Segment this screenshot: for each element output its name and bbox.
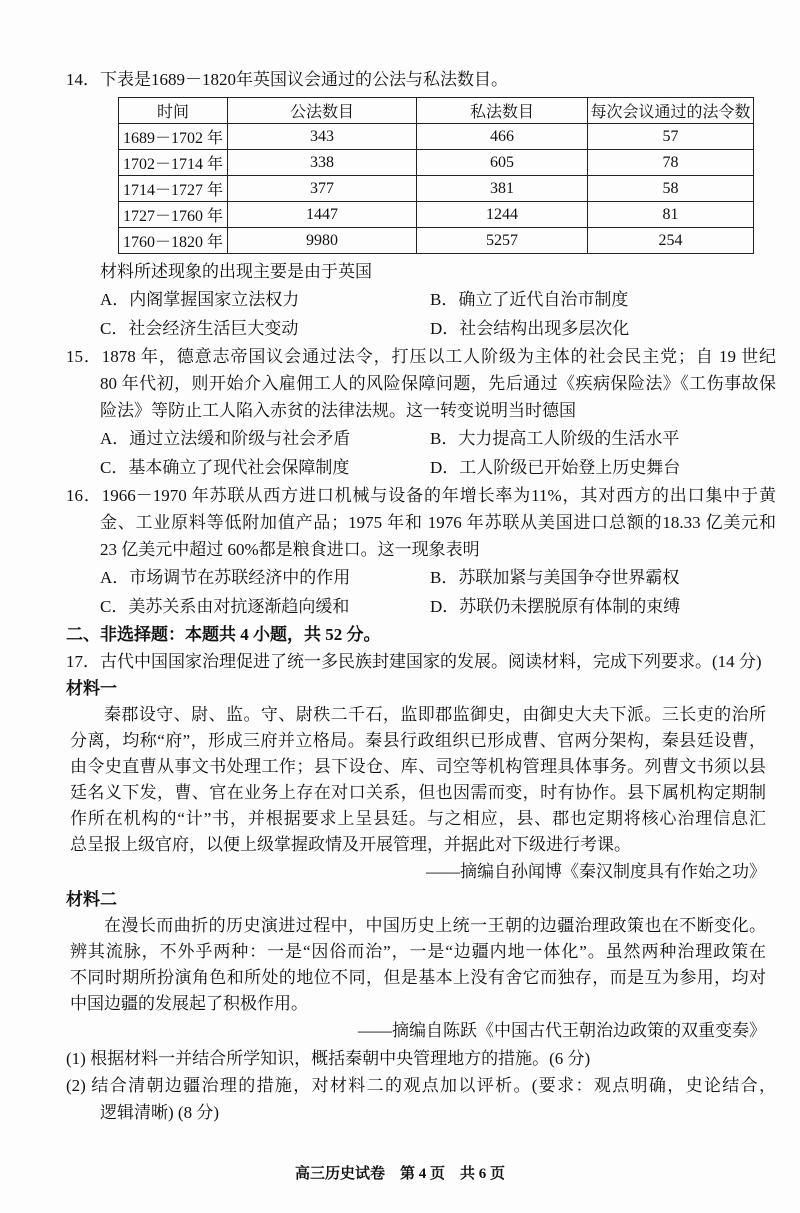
table-cell: 1760－1820 年 bbox=[119, 228, 228, 254]
table-cell: 338 bbox=[228, 150, 417, 176]
q14-question: 材料所述现象的出现主要是由于英国 bbox=[100, 262, 372, 281]
table-cell: 377 bbox=[228, 176, 417, 202]
table-cell: 466 bbox=[417, 124, 588, 150]
table-cell: 9980 bbox=[228, 228, 417, 254]
table-row bbox=[119, 176, 754, 202]
table-cell: 1447 bbox=[228, 202, 417, 228]
table-header: 时间 bbox=[119, 98, 228, 124]
table-cell: 57 bbox=[588, 124, 754, 150]
q14-option-a: A．内阁掌握国家立法权力 bbox=[100, 290, 300, 309]
material2-line: 辨其流脉，不外乎两种：一是“因俗而治”，一是“边疆内地一体化”。虽然两种治理政策在 bbox=[70, 942, 766, 961]
table-row bbox=[119, 124, 754, 150]
table-row bbox=[119, 202, 754, 228]
q14-table bbox=[118, 97, 754, 254]
q17-stem: 17．古代中国国家治理促进了统一多民族封建国家的发展。阅读材料，完成下列要求。(14 分) bbox=[66, 652, 762, 671]
material1-line: 廷名义下发，曹、官在业务上存在对口关系，但也因需而变，时有协作。县下属机构定期制 bbox=[70, 783, 766, 802]
table-row bbox=[119, 150, 754, 176]
q14-options bbox=[66, 285, 776, 343]
q15-option-b: B．大力提高工人阶级的生活水平 bbox=[430, 429, 680, 448]
material1-source: ——摘编自孙闻博《秦汉制度具有作始之功》 bbox=[426, 862, 766, 881]
q16-option-c: C．美苏关系由对抗逐渐趋向缓和 bbox=[100, 597, 350, 616]
table-cell: 81 bbox=[588, 202, 754, 228]
material1-line: 秦郡设守、尉、监。守、尉秩二千石，监即郡监御史，由御史大夫下派。三长吏的治所 bbox=[104, 705, 766, 724]
material1-line: 总呈报上级官府，以便上级掌握政情及开展管理，并据此对下级进行考课。 bbox=[70, 835, 631, 854]
q15-option-c: C．基本确立了现代社会保障制度 bbox=[100, 458, 350, 477]
table-cell: 1702－1714 年 bbox=[119, 150, 228, 176]
material2-line: 不同时期所扮演角色和所处的地位不同，但是基本上没有舍它而独存，而是互为参用，均对 bbox=[70, 968, 766, 987]
q14-option-c: C．社会经济生活巨大变动 bbox=[100, 319, 299, 338]
q15-line: 险法》等防止工人陷入赤贫的法律法规。这一转变说明当时德国 bbox=[100, 401, 576, 420]
q14-option-b: B．确立了近代自治市制度 bbox=[430, 290, 629, 309]
page-footer: 高三历史试卷 第 4 页 共 6 页 bbox=[294, 1166, 505, 1182]
material2-source: ——摘编自陈跃《中国古代王朝治边政策的双重变奏》 bbox=[358, 1021, 766, 1040]
q15-options bbox=[66, 424, 776, 482]
q15-option-d: D．工人阶级已开始登上历史舞台 bbox=[430, 458, 681, 477]
q14-option-d: D．社会结构出现多层次化 bbox=[430, 319, 630, 338]
table-cell: 78 bbox=[588, 150, 754, 176]
q16-option-d: D．苏联仍未摆脱原有体制的束缚 bbox=[430, 597, 681, 616]
q16-line: 金、工业原料等低附加值产品；1975 年和 1976 年苏联从美国进口总额的18.33 亿美元和 bbox=[100, 513, 776, 532]
section-heading: 二、非选择题：本题共 4 小题，共 52 分。 bbox=[66, 625, 381, 644]
table-header: 私法数目 bbox=[417, 98, 588, 124]
table-cell: 1244 bbox=[417, 202, 588, 228]
q17-sub2-line: (2) 结合清朝边疆治理的措施，对材料二的观点加以评析。(要求：观点明确，史论结合， bbox=[66, 1076, 776, 1095]
table-cell: 1714－1727 年 bbox=[119, 176, 228, 202]
table-header: 每次会议通过的法令数 bbox=[588, 98, 754, 124]
q17-sub1: (1) 根据材料一并结合所学知识，概括秦朝中央管理地方的措施。(6 分) bbox=[66, 1049, 591, 1068]
table-cell: 1727－1760 年 bbox=[119, 202, 228, 228]
table-cell: 605 bbox=[417, 150, 588, 176]
q16-line: 16．1966－1970 年苏联从西方进口机械与设备的年增长率为11%，其对西方的出口集中于黄 bbox=[66, 486, 776, 505]
table-cell: 254 bbox=[588, 228, 754, 254]
material2-label: 材料二 bbox=[66, 890, 117, 909]
material1-line: 由令史直曹从事文书处理工作；县下设仓、库、司空等机构管理具体事务。列曹文书须以县 bbox=[70, 757, 766, 776]
material2-line: 在漫长而曲折的历史演进过程中，中国历史上统一王朝的边疆治理政策也在不断变化。 bbox=[104, 916, 766, 935]
q16-option-a: A．市场调节在苏联经济中的作用 bbox=[100, 568, 351, 587]
material1-label: 材料一 bbox=[66, 679, 117, 698]
table-row bbox=[119, 228, 754, 254]
table-header: 公法数目 bbox=[228, 98, 417, 124]
table-header-row bbox=[119, 98, 754, 124]
table-cell: 5257 bbox=[417, 228, 588, 254]
q16-options bbox=[66, 563, 776, 621]
table-cell: 58 bbox=[588, 176, 754, 202]
table-cell: 381 bbox=[417, 176, 588, 202]
q15-line: 15．1878 年，德意志帝国议会通过法令，打压以工人阶级为主体的社会民主党；自 19 世纪 bbox=[66, 347, 776, 366]
q15-option-a: A．通过立法缓和阶级与社会矛盾 bbox=[100, 429, 351, 448]
material2-line: 中国边疆的发展起了积极作用。 bbox=[70, 994, 308, 1013]
q15-line: 80 年代初，则开始介入雇佣工人的风险保障问题，先后通过《疾病保险法》《工伤事故保 bbox=[100, 374, 776, 393]
material1-line: 分离，均称“府”，形成三府并立格局。秦县行政组织已形成曹、官两分架构，秦县廷设曹， bbox=[70, 731, 766, 750]
q17-sub2-line: 逻辑清晰) (8 分) bbox=[100, 1103, 219, 1122]
table-cell: 343 bbox=[228, 124, 417, 150]
material1-line: 作所在机构的“计”书，并根据要求上呈县廷。与之相应，县、郡也定期将核心治理信息汇 bbox=[70, 809, 766, 828]
q14-stem: 14．下表是1689－1820年英国议会通过的公法与私法数目。 bbox=[66, 70, 508, 89]
q16-option-b: B．苏联加紧与美国争夺世界霸权 bbox=[430, 568, 680, 587]
table-cell: 1689－1702 年 bbox=[119, 124, 228, 150]
q16-line: 23 亿美元中超过 60%都是粮食进口。这一现象表明 bbox=[100, 540, 480, 559]
